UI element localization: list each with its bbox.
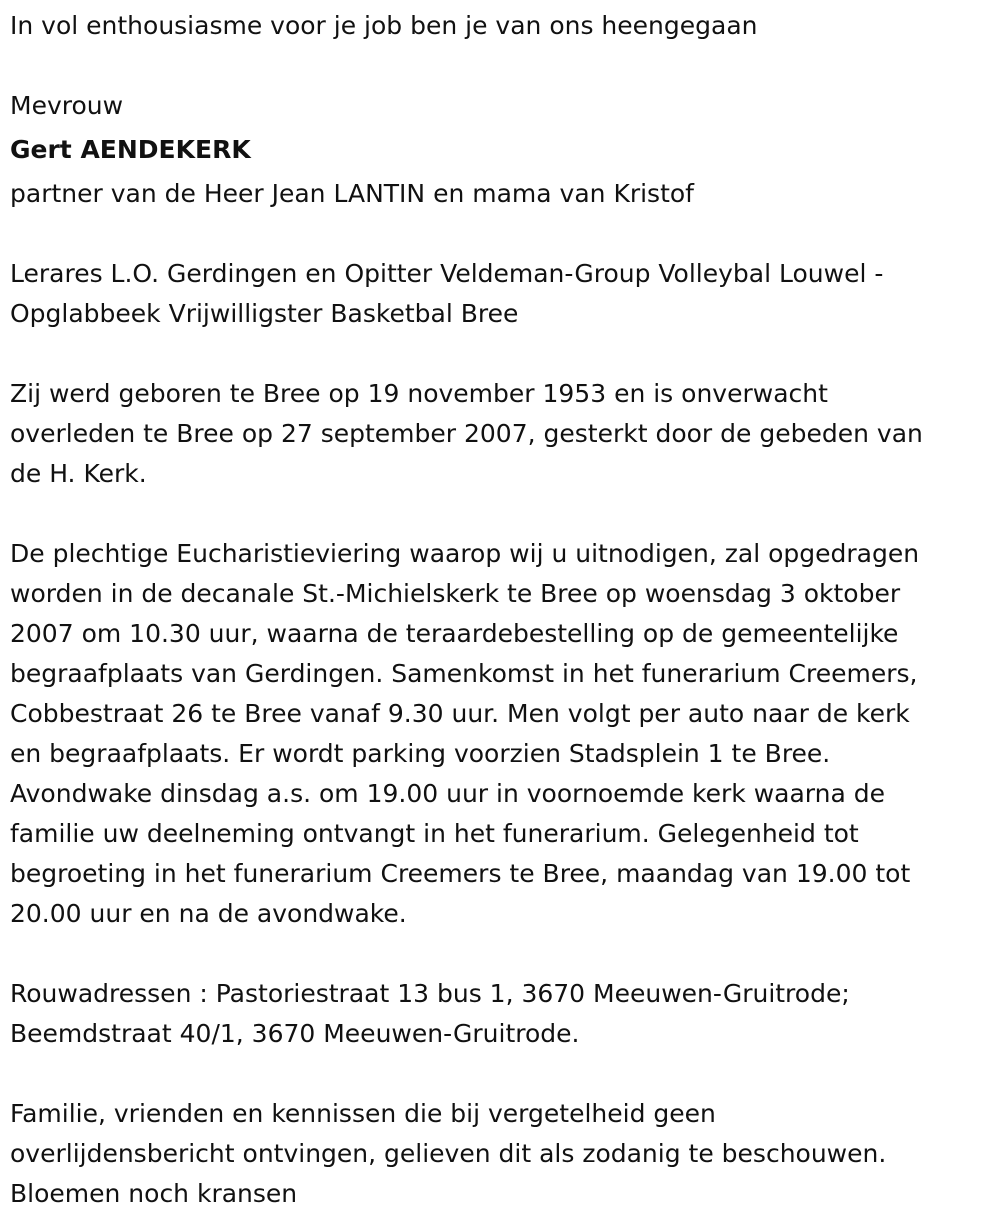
paragraph-line: 2007 om 10.30 uur, waarna de teraardebestelling op de gemeentelijke xyxy=(10,619,899,648)
paragraph-line: Familie, vrienden en kennissen die bij vergetelheid geen xyxy=(10,1099,716,1128)
spacer xyxy=(10,934,990,974)
closing-paragraph xyxy=(10,1094,990,1214)
paragraph-line: worden in de decanale St.-Michielskerk te Bree op woensdag 3 oktober xyxy=(10,579,901,608)
birth-death-paragraph xyxy=(10,374,990,494)
spacer xyxy=(10,494,990,534)
occupation-paragraph xyxy=(10,254,990,334)
title-prefix: Mevrouw xyxy=(10,91,124,120)
spacer xyxy=(10,334,990,374)
paragraph-line: Bloemen noch kransen xyxy=(10,1179,298,1208)
paragraph-line: Beemdstraat 40/1, 3670 Meeuwen-Gruitrode. xyxy=(10,1019,580,1048)
spacer xyxy=(10,1054,990,1094)
paragraph-line: begraafplaats van Gerdingen. Samenkomst in het funerarium Creemers, xyxy=(10,659,918,688)
paragraph-line: en begraafplaats. Er wordt parking voorzien Stadsplein 1 te Bree. xyxy=(10,739,831,768)
spacer xyxy=(10,214,990,254)
paragraph-line: Lerares L.O. Gerdingen en Opitter Veldeman-Group Volleybal Louwel - xyxy=(10,259,884,288)
paragraph-line: Rouwadressen : Pastoriestraat 13 bus 1, 3670 Meeuwen-Gruitrode; xyxy=(10,979,850,1008)
spacer xyxy=(10,46,990,86)
paragraph-line: begroeting in het funerarium Creemers te Bree, maandag van 19.00 tot xyxy=(10,859,911,888)
intro-line: In vol enthousiasme voor je job ben je van ons heengegaan xyxy=(10,11,758,40)
paragraph-line: overleden te Bree op 27 september 2007, gesterkt door de gebeden van xyxy=(10,419,923,448)
paragraph-line: Avondwake dinsdag a.s. om 19.00 uur in voornoemde kerk waarna de xyxy=(10,779,886,808)
paragraph-line: Zij werd geboren te Bree op 19 november 1953 en is onverwacht xyxy=(10,379,828,408)
paragraph-line: de H. Kerk. xyxy=(10,459,147,488)
deceased-name: Gert AENDEKERK xyxy=(10,135,251,164)
paragraph-line: familie uw deelneming ontvangt in het funerarium. Gelegenheid tot xyxy=(10,819,859,848)
paragraph-line: Cobbestraat 26 te Bree vanaf 9.30 uur. Men volgt per auto naar de kerk xyxy=(10,699,910,728)
addresses-paragraph xyxy=(10,974,990,1054)
paragraph-line: overlijdensbericht ontvingen, gelieven dit als zodanig te beschouwen. xyxy=(10,1139,887,1168)
relation-line: partner van de Heer Jean LANTIN en mama van Kristof xyxy=(10,179,694,208)
ceremony-paragraph xyxy=(10,534,990,934)
paragraph-line: De plechtige Eucharistieviering waarop wij u uitnodigen, zal opgedragen xyxy=(10,539,920,568)
paragraph-line: Opglabbeek Vrijwilligster Basketbal Bree xyxy=(10,299,519,328)
paragraph-line: 20.00 uur en na de avondwake. xyxy=(10,899,407,928)
